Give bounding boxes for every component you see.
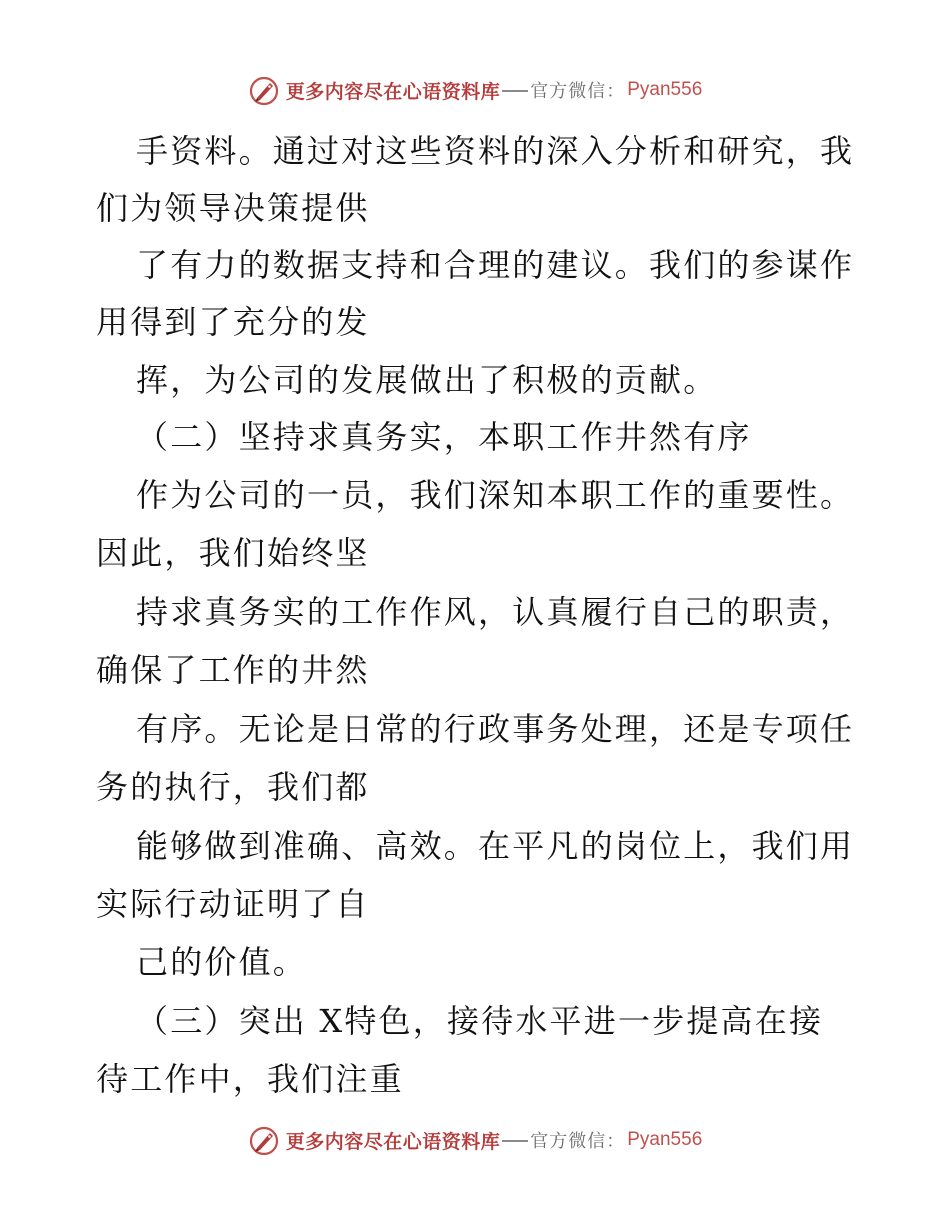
pen-nib-logo-icon — [248, 74, 280, 106]
text-line: 确保了工作的井然 — [96, 651, 370, 689]
header-separator — [502, 90, 528, 92]
section-heading: （三）突出 X特色，接待水平进一步提高在接 — [136, 1002, 824, 1040]
text-line: 务的执行，我们都 — [96, 768, 370, 806]
footer-banner — [0, 1120, 950, 1160]
text-line: 能够做到准确、高效。在平凡的岗位上，我们用 — [136, 827, 855, 865]
header-brand-text: 更多内容尽在心语资料库 — [285, 80, 501, 103]
text-line: 手资料。通过对这些资料的深入分析和研究，我 — [136, 132, 855, 170]
section-heading: （二）坚持求真务实，本职工作井然有序 — [136, 418, 752, 456]
text-line: 挥，为公司的发展做出了积极的贡献。 — [136, 361, 718, 399]
text-line: 实际行动证明了自 — [96, 885, 370, 923]
text-line: 因此，我们始终坚 — [96, 534, 370, 572]
text-line: 己的价值。 — [136, 943, 308, 981]
text-line: 作为公司的一员，我们深知本职工作的重要性。 — [136, 476, 855, 514]
text-line: 持求真务实的工作作风，认真履行自己的职责， — [136, 593, 855, 631]
footer-sub-text: 官方微信： — [530, 1131, 626, 1152]
text-line: 有序。无论是日常的行政事务处理，还是专项任 — [136, 710, 855, 748]
header-banner — [0, 70, 950, 110]
text-line: 们为领导决策提供 — [96, 189, 370, 227]
footer-wechat-id: Pyan556 — [627, 1129, 703, 1150]
header-wechat-id: Pyan556 — [627, 79, 703, 100]
text-line: 了有力的数据支持和合理的建议。我们的参谋作 — [136, 246, 855, 284]
text-line: 待工作中，我们注重 — [96, 1060, 404, 1098]
footer-separator — [502, 1140, 528, 1142]
header-sub-text: 官方微信： — [530, 81, 626, 102]
footer-brand-text: 更多内容尽在心语资料库 — [285, 1130, 501, 1153]
pen-nib-logo-icon — [248, 1124, 280, 1156]
text-line: 用得到了充分的发 — [96, 303, 370, 341]
